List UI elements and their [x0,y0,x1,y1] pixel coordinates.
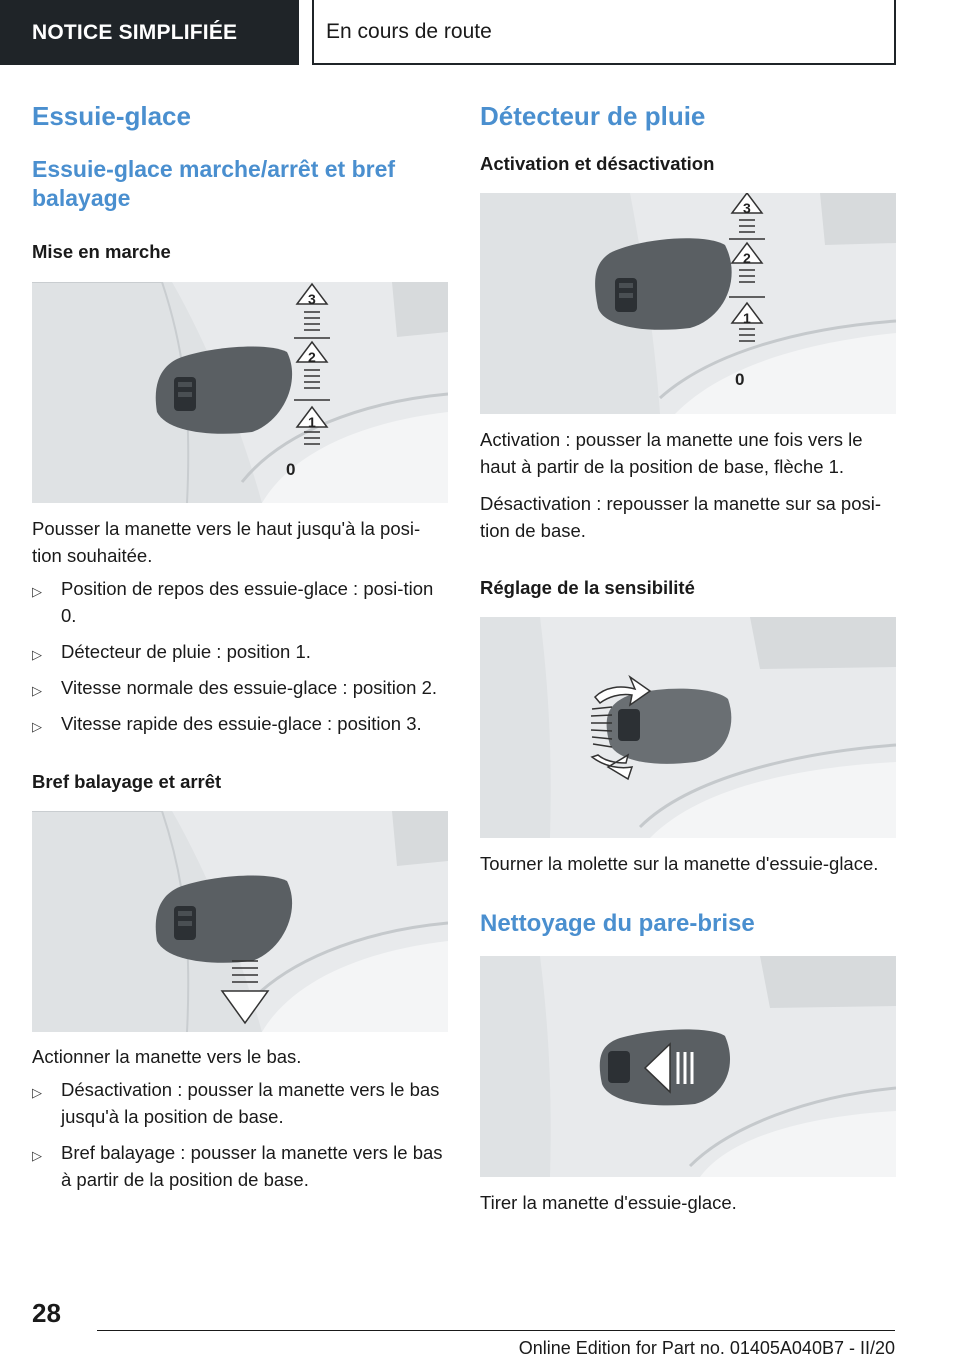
fig-label-2: 2 [308,349,316,365]
subtitle-marche-arret: Essuie-glace marche/arrêt et bref balayage [32,156,396,211]
right-column [480,100,896,1216]
fig-label-3: 3 [308,291,316,307]
triangle-right-outline-icon: ▷ [32,1085,42,1100]
figure-windshield-wash [480,956,896,1177]
activation-text: Activation : pousser la manette une fois vers le haut à partir de la position de base, flèche 1. [480,429,863,477]
nettoyage-text: Tirer la manette d'essuie-glace. [480,1192,737,1213]
triangle-right-outline-icon: ▷ [32,1148,42,1163]
section-title: NOTICE SIMPLIFIÉE [32,20,238,44]
fig-label-1: 1 [308,414,316,430]
mise-bullet-list [32,575,448,737]
sensibilite-text: Tourner la molette sur la manette d'essuie-glace. [480,853,879,874]
fig-label-1: 1 [743,310,751,326]
heading-bref-balayage: Bref balayage et arrêt [32,771,222,792]
title-nettoyage: Nettoyage du pare-brise [480,910,755,937]
list-item: ▷ Position de repos des essuie-glace : posi-tion 0. [32,578,434,626]
figure-rain-sensor-activation [480,193,896,414]
fig-label-0: 0 [735,370,745,389]
triangle-right-outline-icon: ▷ [32,647,42,662]
footer-divider [97,1330,895,1331]
triangle-right-outline-icon: ▷ [32,719,42,734]
triangle-right-outline-icon: ▷ [32,584,42,599]
title-essuie-glace: Essuie-glace [32,101,191,131]
list-item: ▷ Vitesse normale des essuie-glace : position 2. [32,674,448,701]
chapter-tab [312,0,896,65]
section-tab [0,0,299,65]
figure-sensitivity-wheel [480,617,896,838]
figure-wiper-lever-up [32,282,448,503]
heading-mise-en-marche: Mise en marche [32,241,171,262]
list-item: ▷ Désactivation : pousser la manette vers le bas jusqu'à la position de base. [32,1079,440,1127]
title-detecteur-pluie: Détecteur de pluie [480,101,706,131]
fig-label-2: 2 [743,250,751,266]
list-item: ▷ Détecteur de pluie : position 1. [32,638,448,665]
left-column [32,100,448,1193]
list-item: ▷ Bref balayage : pousser la manette vers le bas à partir de la position de base. [32,1142,443,1190]
figure-wiper-lever-down [32,811,448,1032]
fig-label-3: 3 [743,200,751,216]
footer-edition: Online Edition for Part no. 01405A040B7 - II/20 [518,1338,895,1358]
chapter-title: En cours de route [326,19,492,43]
fig-label-0: 0 [286,460,296,479]
page-number: 28 [32,1298,61,1328]
list-item: ▷ Vitesse rapide des essuie-glace : position 3. [32,710,448,737]
triangle-right-outline-icon: ▷ [32,683,42,698]
deactivation-text: Désactivation : repousser la manette sur sa posi-tion de base. [480,493,882,541]
heading-sensibilite: Réglage de la sensibilité [480,577,695,598]
mise-text: Pousser la manette vers le haut jusqu'à la posi-tion souhaitée. [32,518,421,566]
bref-text: Actionner la manette vers le bas. [32,1046,302,1067]
heading-activation: Activation et désactivation [480,153,715,174]
bref-bullet-list [32,1076,448,1193]
